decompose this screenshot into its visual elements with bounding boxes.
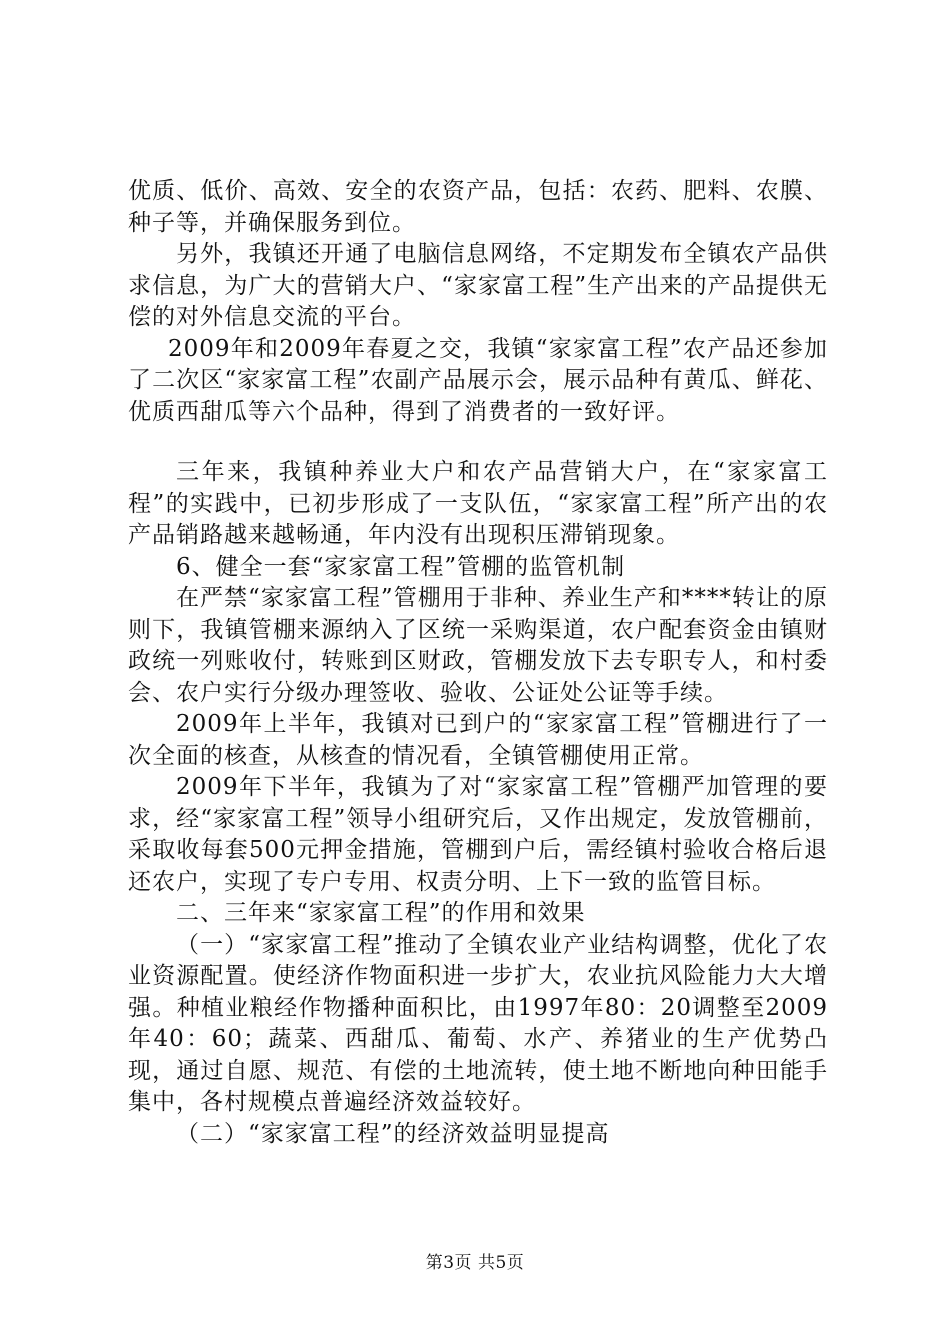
paragraph-1: 优质、低价、高效、安全的农资产品，包括：农药、肥料、农膜、种子等，并确保服务到位。 xyxy=(128,178,828,236)
paragraph-6: 2009年上半年，我镇对已到户的“家家富工程”管棚进行了一次全面的核查，从核查的情况看，全镇管棚使用正常。 xyxy=(128,711,828,769)
subsection-heading-2: （二）“家家富工程”的经济效益明显提高 xyxy=(176,1120,610,1147)
page-footer xyxy=(0,1248,950,1273)
paragraph-2: 另外，我镇还开通了电脑信息网络，不定期发布全镇农产品供求信息，为广大的营销大户、“家家富工程”生产出来的产品提供无偿的对外信息交流的平台。 xyxy=(128,241,828,330)
page-number: 第3页 xyxy=(425,1253,473,1273)
paragraph-4: 三年来，我镇种养业大户和农产品营销大户，在“家家富工程”的实践中，已初步形成了一支队伍，“家家富工程”所产出的农产品销路越来越畅通，年内没有出现积压滞销现象。 xyxy=(128,459,828,548)
paragraph-8: （一）“家家富工程”推动了全镇农业产业结构调整，优化了农业资源配置。使经济作物面积进一步扩大，农业抗风险能力大大增强。种植业粮经作物播种面积比，由1997年80：20调整至2009年40：60；蔬菜、西甜瓜、葡萄、水产、养猪业的生产优势凸现，通过自愿、规范、有偿的土地流转，使土地不断地向种田能手集中，各村规模点普遍经济效益较好。 xyxy=(128,931,828,1115)
paragraph-7: 2009年下半年，我镇为了对“家家富工程”管棚严加管理的要求，经“家家富工程”领导小组研究后，又作出规定，发放管棚前，采取收每套500元押金措施，管棚到户后，需经镇村验收合格后退还农户，实现了专户专用、权责分明、上下一致的监管目标。 xyxy=(128,774,828,895)
section-heading-6: 6、健全一套“家家富工程”管棚的监管机制 xyxy=(176,553,626,580)
paragraph-5: 在严禁“家家富工程”管棚用于非种、养业生产和****转让的原则下，我镇管棚来源纳入了区统一采购渠道，农户配套资金由镇财政统一列账收付，转账到区财政，管棚发放下去专职专人，和村委会、农户实行分级办理签收、验收、公证处公证等手续。 xyxy=(128,585,828,706)
section-heading-2: 二、三年来“家家富工程”的作用和效果 xyxy=(176,900,586,926)
document-body xyxy=(128,176,828,1150)
page-total: 共5页 xyxy=(477,1253,525,1273)
paragraph-3: 2009年和2009年春夏之交，我镇“家家富工程”农产品还参加了二次区“家家富工程”农副产品展示会，展示品种有黄瓜、鲜花、优质西甜瓜等六个品种，得到了消费者的一致好评。 xyxy=(128,335,828,425)
